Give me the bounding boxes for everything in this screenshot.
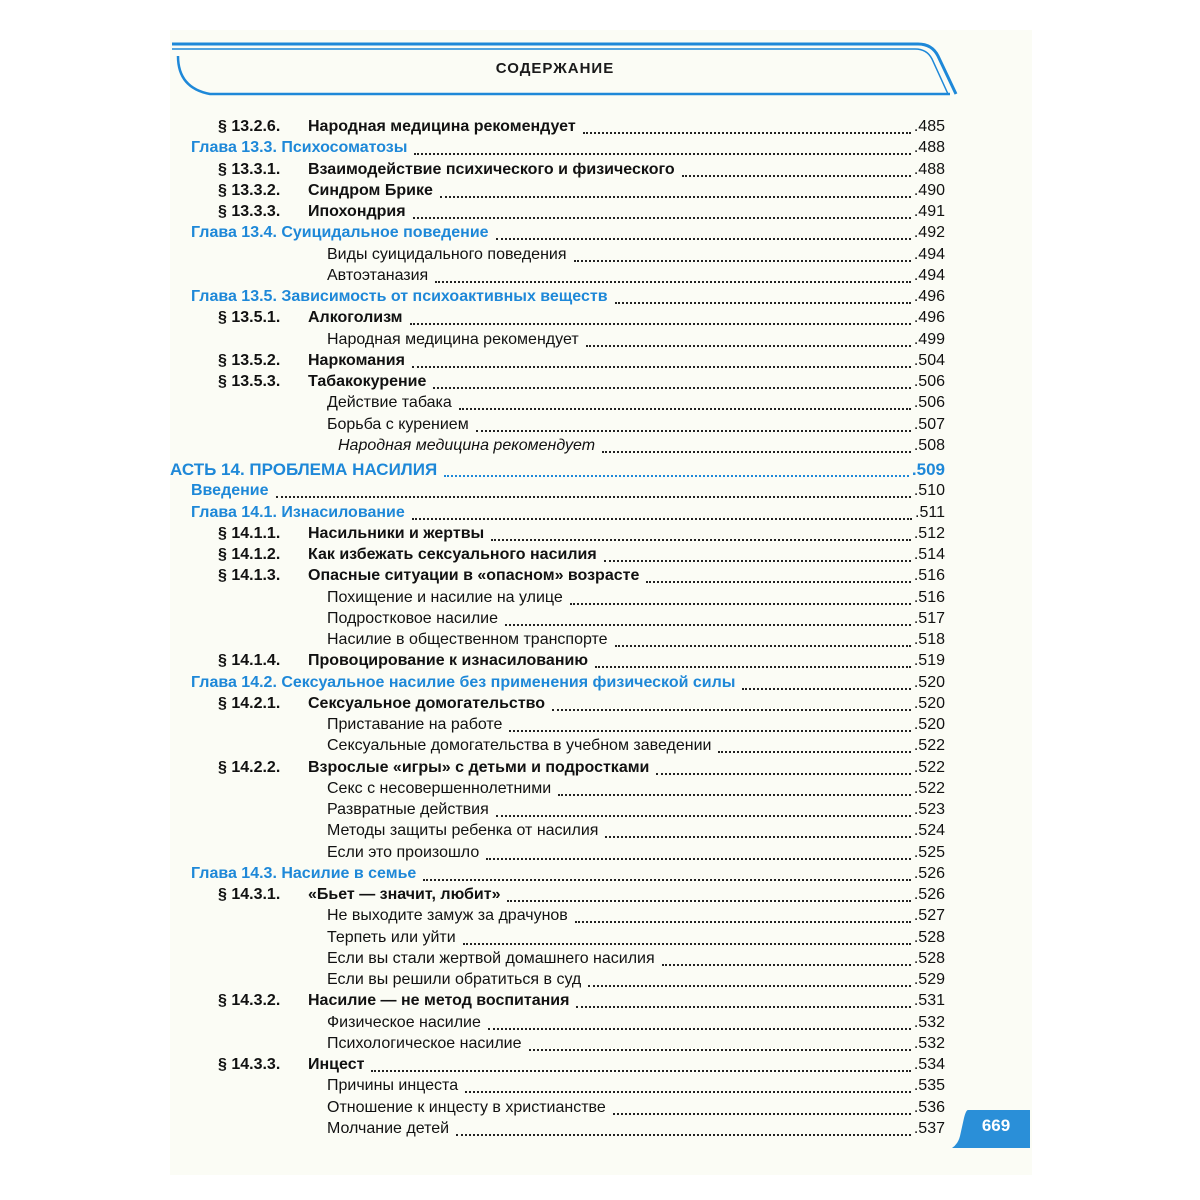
toc-leader-dots <box>583 132 911 134</box>
toc-entry-page: .526 <box>913 886 945 903</box>
toc-entry-page: .529 <box>913 971 945 988</box>
toc-entry-title: Глава 13.3. Психосоматозы <box>191 139 408 157</box>
toc-entry-title: Не выходите замуж за драчунов <box>327 907 568 925</box>
toc-entry <box>191 480 945 502</box>
page-number: 669 <box>981 1116 1011 1135</box>
toc-leader-dots <box>505 624 911 626</box>
toc-entry-title: Психологическое насилие <box>327 1034 522 1052</box>
toc-entry-page: .531 <box>913 992 945 1010</box>
toc-entry <box>327 392 945 414</box>
toc-entry <box>327 1012 945 1034</box>
toc-entry <box>327 608 945 630</box>
toc-leader-dots <box>507 900 910 902</box>
toc-entry-page: .520 <box>913 673 945 691</box>
toc-entry <box>327 735 945 757</box>
toc-leader-dots <box>276 496 911 498</box>
toc-entry <box>327 927 945 949</box>
toc-entry-title: Похищение и насилие на улице <box>327 588 563 606</box>
toc-entry-title: Ипохондрия <box>308 203 406 220</box>
toc-entry-title: Методы защиты ребенка от насилия <box>327 822 599 840</box>
toc-entry <box>218 116 945 138</box>
toc-entry-page: .524 <box>913 822 945 840</box>
toc-entry <box>191 863 945 885</box>
toc-entry-page: .517 <box>913 609 945 627</box>
toc-leader-dots <box>574 260 911 262</box>
toc-entry-page: .537 <box>913 1119 945 1137</box>
toc-entry-title: АСТЬ 14. ПРОБЛЕМА НАСИЛИЯ <box>170 460 438 479</box>
toc-entry <box>218 523 945 545</box>
toc-entry-title: Как избежать сексуального насилия <box>308 546 597 563</box>
toc-entry-title: Действие табака <box>327 394 452 412</box>
toc-leader-dots <box>414 153 910 155</box>
toc-entry-page: .523 <box>913 801 945 818</box>
toc-leader-dots <box>433 387 910 389</box>
toc-entry <box>327 799 945 821</box>
toc-entry-page: .512 <box>913 524 945 542</box>
toc-entry-page: .488 <box>913 139 945 157</box>
toc-entry <box>327 969 945 991</box>
toc-entry-title: Секс с несовершеннолетними <box>327 779 552 797</box>
toc-entry-title: Молчание детей <box>327 1119 450 1137</box>
toc-leader-dots <box>413 217 911 219</box>
toc-entry <box>218 180 945 202</box>
toc-entry <box>218 307 945 329</box>
toc-entry-title: Подростковое насилие <box>327 609 498 627</box>
toc-leader-dots <box>575 921 911 923</box>
toc-entry-number: § 13.2.6. <box>218 118 281 135</box>
toc-entry-number: § 14.2.1. <box>218 694 281 712</box>
toc-entry-number: § 13.3.1. <box>218 160 281 178</box>
toc-entry-page: .485 <box>913 118 945 135</box>
toc-entry-number: § 14.1.3. <box>218 567 281 585</box>
toc-entry <box>191 137 945 159</box>
toc-entry-title: Терпеть или уйти <box>327 928 456 946</box>
toc-entry <box>191 222 945 244</box>
toc-entry-title: Если вы решили обратиться в суд <box>327 971 582 988</box>
toc-entry-title: Опасные ситуации в «опасном» возрасте <box>308 567 640 585</box>
toc-leader-dots <box>576 1006 910 1008</box>
toc-entry-page: .491 <box>913 203 945 220</box>
toc-entry <box>218 565 945 587</box>
toc-entry <box>327 1118 945 1140</box>
toc-entry-page: .528 <box>913 928 945 946</box>
toc-entry-title: Насильники и жертвы <box>308 524 485 542</box>
toc-entry-page: .504 <box>913 351 945 369</box>
toc-leader-dots <box>423 879 911 881</box>
toc-entry <box>327 778 945 800</box>
toc-entry-number: § 14.1.4. <box>218 652 281 670</box>
toc-entry-title: Инцест <box>308 1056 365 1073</box>
toc-leader-dots <box>604 560 911 562</box>
toc-leader-dots <box>486 858 911 860</box>
toc-leader-dots <box>602 451 911 453</box>
toc-leader-dots <box>586 345 911 347</box>
toc-entry-page: .514 <box>913 546 945 563</box>
toc-leader-dots <box>410 323 911 325</box>
toc-entry-page: .496 <box>913 288 945 305</box>
toc-leader-dots <box>646 581 911 583</box>
toc-entry-page: .520 <box>913 716 945 733</box>
toc-entry-number: § 14.3.3. <box>218 1056 281 1073</box>
toc-entry-page: .518 <box>913 631 945 648</box>
toc-leader-dots <box>552 709 911 711</box>
toc-entry <box>170 459 945 481</box>
toc-entry-title: Введение <box>191 482 269 500</box>
toc-leader-dots <box>615 302 911 304</box>
toc-entry-title: «Бьет — значит, любит» <box>308 886 501 903</box>
toc-entry-title: Наркомания <box>308 351 405 369</box>
toc-leader-dots <box>488 1028 911 1030</box>
toc-entry-page: .494 <box>913 245 945 263</box>
toc-entry-number: § 14.2.2. <box>218 758 281 776</box>
toc-entry <box>327 1075 945 1097</box>
toc-entry-page: .516 <box>913 567 945 585</box>
toc-leader-dots <box>509 730 910 732</box>
toc-entry <box>327 842 945 864</box>
toc-entry-title: Причины инцеста <box>327 1077 459 1095</box>
toc-leader-dots <box>496 238 911 240</box>
toc-entry <box>218 757 945 779</box>
toc-entry <box>327 905 945 927</box>
toc-entry-title: Народная медицина рекомендует <box>327 330 579 348</box>
toc-leader-dots <box>465 1091 911 1093</box>
toc-entry-page: .511 <box>915 503 945 521</box>
toc-entry <box>327 244 945 266</box>
toc-entry-number: § 14.1.2. <box>218 546 281 563</box>
toc-entry-number: § 13.3.2. <box>218 181 281 199</box>
toc-entry-title: Взрослые «игры» с детьми и подростками <box>308 758 650 776</box>
toc-entry-page: .492 <box>913 224 945 242</box>
toc-entry-title: Развратные действия <box>327 801 489 818</box>
toc-entry <box>327 629 945 651</box>
toc-entry-page: .536 <box>913 1098 945 1116</box>
toc-leader-dots <box>529 1049 911 1051</box>
toc-entry-number: § 14.3.2. <box>218 992 281 1010</box>
toc-entry <box>191 672 945 694</box>
toc-entry-number: § 13.5.1. <box>218 309 281 327</box>
toc-entry-page: .506 <box>913 394 945 412</box>
toc-entry-title: Синдром Брике <box>308 181 433 199</box>
toc-entry <box>327 1097 945 1119</box>
toc-entry <box>218 1054 945 1076</box>
toc-entry <box>327 587 945 609</box>
toc-entry-title: Автоэтаназия <box>327 266 429 284</box>
toc-leader-dots <box>412 366 911 368</box>
toc-entry-title: Народная медицина рекомендует <box>338 436 596 454</box>
toc-entry-page: .522 <box>913 737 945 755</box>
toc-entry-page: .519 <box>913 652 945 670</box>
toc-entry-title: Физическое насилие <box>327 1013 481 1031</box>
toc-leader-dots <box>605 836 910 838</box>
toc-leader-dots <box>613 1113 911 1115</box>
toc-entry-page: .522 <box>913 758 945 776</box>
toc-leader-dots <box>476 430 911 432</box>
toc-entry <box>218 201 945 223</box>
toc-leader-dots <box>496 815 911 817</box>
toc-entry-page: .506 <box>913 373 945 390</box>
toc-leader-dots <box>463 943 911 945</box>
toc-entry <box>327 820 945 842</box>
toc-entry-page: .494 <box>913 266 945 284</box>
toc-entry-page: .532 <box>913 1013 945 1031</box>
toc-entry-title: Табакокурение <box>308 373 427 390</box>
toc-entry <box>327 329 945 351</box>
toc-entry-page: .496 <box>913 309 945 327</box>
toc-entry-page: .527 <box>913 907 945 925</box>
toc-entry-title: Борьба с курением <box>327 415 469 433</box>
toc-entry <box>218 650 945 672</box>
toc-entry-number: § 13.5.3. <box>218 373 281 390</box>
toc-entry-title: Сексуальное домогательство <box>308 694 546 712</box>
toc-leader-dots <box>558 794 911 796</box>
toc-leader-dots <box>456 1134 911 1136</box>
toc-entry-title: Насилие в общественном транспорте <box>327 631 608 648</box>
toc-entry-title: Глава 13.5. Зависимость от психоактивных веществ <box>191 288 608 305</box>
toc-entry-page: .509 <box>911 460 945 479</box>
toc-entry-title: Глава 14.1. Изнасилование <box>191 503 405 521</box>
toc-entry-number: § 13.3.3. <box>218 203 281 220</box>
toc-entry-title: Взаимодействие психического и физического <box>308 160 675 178</box>
toc-entry-number: § 14.3.1. <box>218 886 281 903</box>
toc-leader-dots <box>459 408 911 410</box>
toc-leader-dots <box>491 539 911 541</box>
toc-entry-page: .534 <box>913 1056 945 1073</box>
toc-entry <box>191 502 945 524</box>
toc-entry-page: .528 <box>913 949 945 967</box>
toc-entry <box>327 265 945 287</box>
toc-entry-title: Провоцирование к изнасилованию <box>308 652 588 670</box>
toc-entry <box>218 159 945 181</box>
toc-entry-title: Отношение к инцесту в христианстве <box>327 1098 606 1116</box>
toc-entry <box>327 414 945 436</box>
toc-entry <box>218 371 945 393</box>
toc-entry-page: .516 <box>913 588 945 606</box>
toc-entry-title: Насилие — не метод воспитания <box>308 992 570 1010</box>
page-title: СОДЕРЖАНИЕ <box>495 60 615 77</box>
toc-entry-page: .508 <box>913 436 945 454</box>
toc-leader-dots <box>742 688 910 690</box>
toc-leader-dots <box>371 1070 910 1072</box>
toc-entry-title: Если вы стали жертвой домашнего насилия <box>327 949 655 967</box>
toc-entry <box>327 948 945 970</box>
toc-entry-page: .507 <box>913 415 945 433</box>
toc-leader-dots <box>595 666 911 668</box>
toc-leader-dots <box>682 175 911 177</box>
toc-entry-page: .499 <box>913 330 945 348</box>
toc-leader-dots <box>440 196 911 198</box>
toc-leader-dots <box>444 475 909 477</box>
toc-leader-dots <box>412 518 912 520</box>
toc-leader-dots <box>435 281 911 283</box>
toc-entry <box>191 286 945 308</box>
toc-entry-page: .525 <box>913 843 945 861</box>
toc-entry-title: Глава 14.3. Насилие в семье <box>191 864 417 882</box>
toc-entry <box>327 1033 945 1055</box>
toc-entry <box>218 990 945 1012</box>
toc-entry <box>218 884 945 906</box>
toc-entry-page: .510 <box>913 482 945 500</box>
toc-entry-title: Алкоголизм <box>308 309 403 327</box>
toc-entry-page: .522 <box>913 779 945 797</box>
toc-entry-title: Виды суицидального поведения <box>327 245 567 263</box>
toc-entry-title: Если это произошло <box>327 843 480 861</box>
toc-leader-dots <box>588 985 911 987</box>
toc-entry-title: Глава 13.4. Суицидальное поведение <box>191 224 489 242</box>
toc-entry-number: § 14.1.1. <box>218 524 281 542</box>
toc-entry-page: .532 <box>913 1034 945 1052</box>
toc-entry-title: Народная медицина рекомендует <box>308 118 576 135</box>
toc-leader-dots <box>615 645 911 647</box>
toc-entry-page: .490 <box>913 181 945 199</box>
toc-leader-dots <box>662 964 911 966</box>
toc-entry-page: .488 <box>913 160 945 178</box>
toc-leader-dots <box>570 603 911 605</box>
toc-entry-page: .526 <box>913 864 945 882</box>
toc-entry <box>327 714 945 736</box>
toc-entry-title: Глава 14.2. Сексуальное насилие без применения физической силы <box>191 673 736 691</box>
toc-entry-number: § 13.5.2. <box>218 351 281 369</box>
toc-entry-title: Приставание на работе <box>327 716 503 733</box>
toc-entry <box>338 435 945 457</box>
toc-entry <box>218 693 945 715</box>
toc-leader-dots <box>656 773 910 775</box>
toc-entry <box>218 350 945 372</box>
toc-entry-page: .535 <box>913 1077 945 1095</box>
toc-entry-page: .520 <box>913 694 945 712</box>
toc-entry-title: Сексуальные домогательства в учебном заведении <box>327 737 712 755</box>
toc-entry <box>218 544 945 566</box>
toc-leader-dots <box>718 751 910 753</box>
